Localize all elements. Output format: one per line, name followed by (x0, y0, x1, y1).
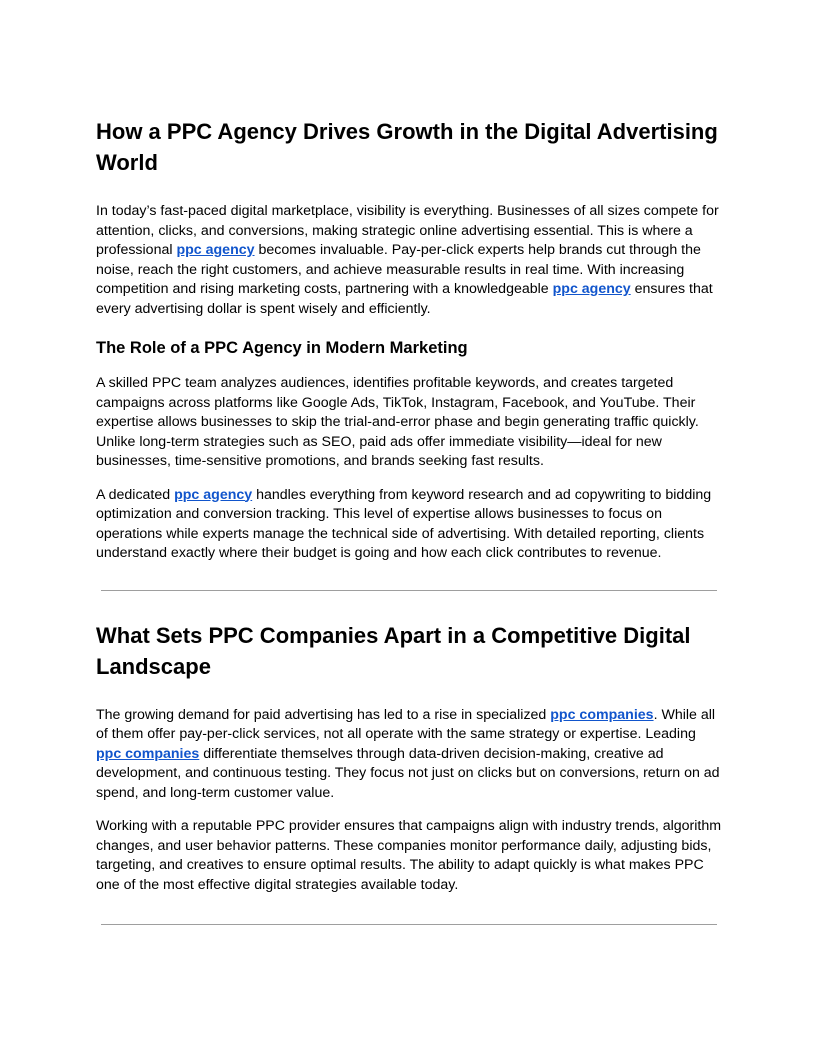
paragraph-text: handles everything from keyword research and ad copywriting to bidding optimization and conversion tracking. This level of expertise allows businesses to focus on operations while experts manage the technical side of advertising. With detailed reporting, clients understand exactly where their budget is going and how each click contributes to revenue. (96, 486, 712, 561)
horizontal-divider (101, 924, 717, 925)
paragraph-text: In today’s fast-paced digital marketplace, visibility is everything. Businesses of all sizes compete for attention, clicks, and conversions, making strategic online advertising essential. This is where a professional (96, 203, 719, 258)
section1-subheading: The Role of a PPC Agency in Modern Marketing (96, 339, 468, 357)
paragraph-text: becomes invaluable. Pay-per-click experts help brands cut through the noise, reach the right customers, and achieve measurable results in real time. With increasing competition and rising marketing costs, partnering with a knowledgeable (96, 242, 701, 297)
section1-paragraph-1 (96, 202, 724, 319)
section2-paragraph-1 (96, 706, 724, 804)
document-page (96, 116, 724, 925)
paragraph-text: differentiate themselves through data-driven decision-making, creative ad development, and continuous testing. They focus not just on clicks but on conversions, return on ad spend, and long-term customer value. (96, 745, 720, 801)
section2-paragraph-2: Working with a reputable PPC provider ensures that campaigns align with industry trends, algorithm changes, and user behavior patterns. These companies monitor performance daily, adjusting bids, targeting, and creatives to ensure optimal results. The ability to adapt quickly is what makes PPC one of the most effective digital strategies available today. (96, 818, 722, 893)
paragraph-text: . While all of them offer pay-per-click services, not all operate with the same strategy or expertise. Leading (96, 706, 716, 742)
ppc-agency-link[interactable]: ppc agency (552, 281, 631, 297)
section1-paragraph-3 (96, 486, 724, 564)
section1-paragraph-2: A skilled PPC team analyzes audiences, identifies profitable keywords, and creates targeted campaigns across platforms like Google Ads, TikTok, Instagram, Facebook, and YouTube. Their expertise allows businesses to skip the trial-and-error phase and begin generating traffic quickly. Unlike long-term strategies such as SEO, paid ads offer immediate visibility—ideal for new businesses, time-sensitive promotions, and brands seeking fast results. (96, 375, 699, 469)
ppc-companies-link[interactable]: ppc companies (96, 745, 200, 762)
section2-title: What Sets PPC Companies Apart in a Competitive Digital Landscape (96, 622, 691, 679)
paragraph-text: ensures that every advertising dollar is spent wisely and efficiently. (96, 281, 713, 317)
ppc-agency-link[interactable]: ppc agency (176, 242, 255, 258)
ppc-agency-link[interactable]: ppc agency (174, 486, 253, 503)
section1-title: How a PPC Agency Drives Growth in the Digital Advertising World (96, 119, 718, 175)
paragraph-text: A dedicated (96, 486, 175, 503)
ppc-companies-link[interactable]: ppc companies (550, 706, 654, 723)
paragraph-text: The growing demand for paid advertising has led to a rise in specialized (96, 706, 551, 723)
horizontal-divider (101, 590, 717, 591)
